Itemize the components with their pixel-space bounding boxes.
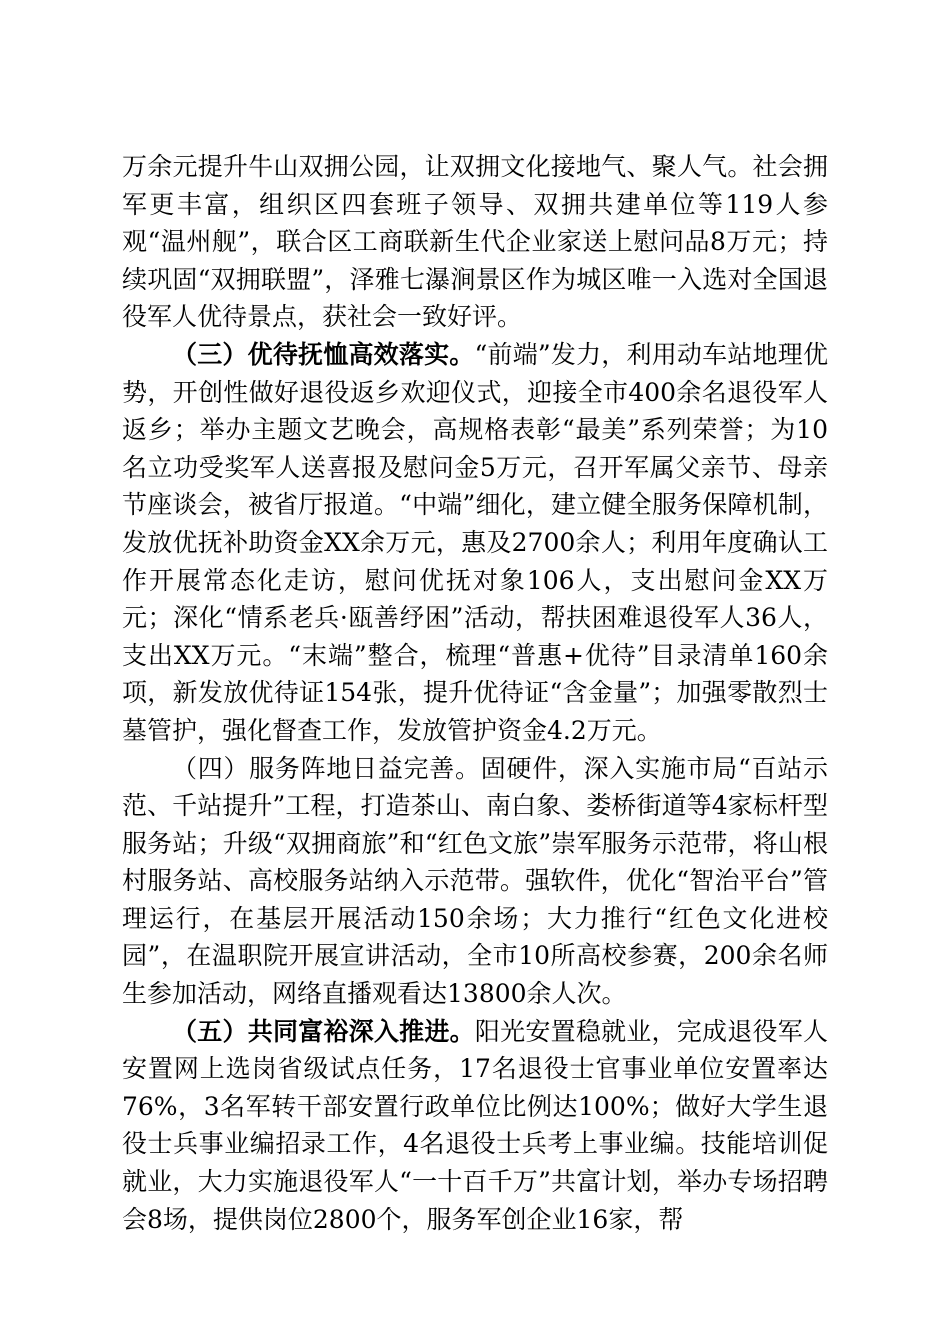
section-heading: （五）共同富裕深入推进。 bbox=[172, 1016, 475, 1046]
paragraph-continuation bbox=[122, 148, 828, 336]
paragraph-text: “前端”发力，利用动车站地理优势，开创性做好退役返乡欢迎仪式，迎接全市400余名退役军人返乡；举办主题文艺晚会，高规格表彰“最美”系列荣誉；为10名立功受奖军人送喜报及慰问金5万元，召开军属父亲节、母亲节座谈会，被省厅报道。“中端”细化，建立健全服务保障机制，发放优抚补助资金XX余万元，惠及2700余人；利用年度确认工作开展常态化走访，慰问优抚对象106人，支出慰问金XX万元；深化“情系老兵·瓯善纾困”活动，帮扶困难退役军人36人，支出XX万元。“末端”整合，梳理“普惠+优待”目录清单160余项，新发放优待证154张，提升优待证“含金量”；加强零散烈士墓管护，强化督查工作，发放管护资金4.2万元。 bbox=[122, 339, 828, 745]
section-heading: （四）服务阵地日益完善。 bbox=[172, 753, 481, 783]
document-body bbox=[122, 148, 828, 1238]
paragraph-section-3 bbox=[122, 336, 828, 750]
paragraph-section-5 bbox=[122, 1013, 828, 1239]
paragraph-text: 阳光安置稳就业，完成退役军人安置网上选岗省级试点任务，17名退役士官事业单位安置率达76%，3名军转干部安置行政单位比例达100%；做好大学生退役士兵事业编招录工作，4名退役士兵考上事业编。技能培训促就业，大力实施退役军人“一十百千万”共富计划，举办专场招聘会8场，提供岗位2800个，服务军创企业16家，帮 bbox=[122, 1016, 828, 1234]
section-heading: （三）优待抚恤高效落实。 bbox=[172, 339, 475, 369]
paragraph-section-4 bbox=[122, 750, 828, 1013]
paragraph-text: 固硬件，深入实施市局“百站示范、千站提升”工程，打造茶山、南白象、娄桥街道等4家标杆型服务站；升级“双拥商旅”和“红色文旅”崇军服务示范带，将山根村服务站、高校服务站纳入示范带。强软件，优化“智治平台”管理运行，在基层开展活动150余场；大力推行“红色文化进校园”，在温职院开展宣讲活动，全市10所高校参赛，200余名师生参加活动，网络直播观看达13800余人次。 bbox=[122, 753, 828, 1009]
paragraph-text: 万余元提升牛山双拥公园，让双拥文化接地气、聚人气。社会拥军更丰富，组织区四套班子领导、双拥共建单位等119人参观“温州舰”，联合区工商联新生代企业家送上慰问品8万元；持续巩固“双拥联盟”，泽雅七瀑涧景区作为城区唯一入选对全国退役军人优待景点，获社会一致好评。 bbox=[122, 152, 828, 332]
